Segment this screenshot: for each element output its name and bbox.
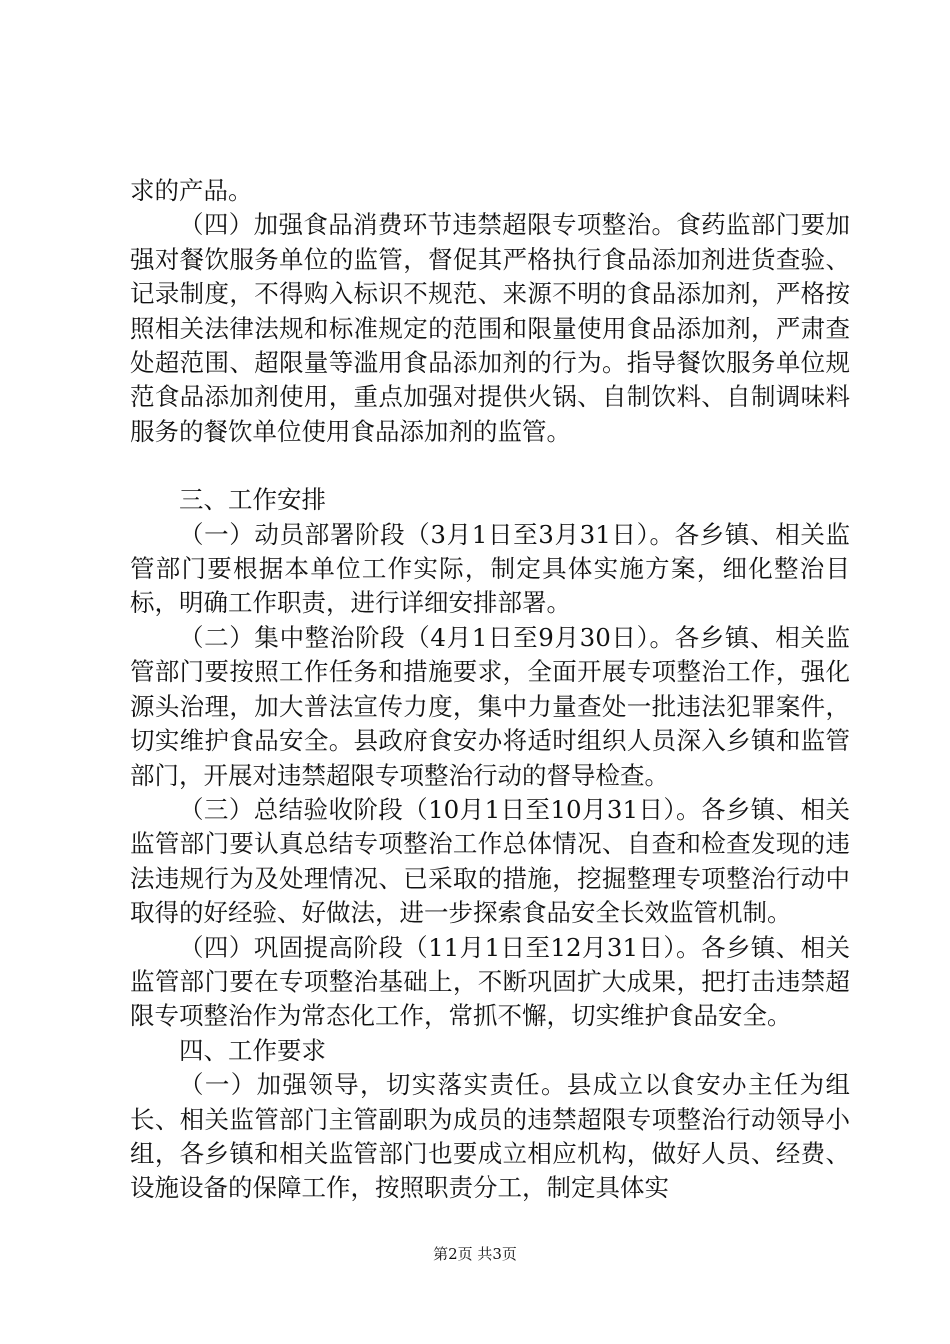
paragraph-stage-3: （三）总结验收阶段（10月1日至10月31日）。各乡镇、相关监管部门要认真总结专项整治工作总体情况、自查和检查发现的违法违规行为及处理情况、已采取的措施，挖掘整理专项整治行动中取得的好经验、好做法，进一步探索食品安全长效监管机制。 [130, 794, 850, 928]
paragraph-stage-4: （四）巩固提高阶段（11月1日至12月31日）。各乡镇、相关监管部门要在专项整治基础上，不断巩固扩大成果，把打击违禁超限专项整治作为常态化工作，常抓不懈，切实维护食品安全。 [130, 932, 850, 1031]
paragraph-section-4: （四）加强食品消费环节违禁超限专项整治。食药监部门要加强对餐饮服务单位的监管，督促其严格执行食品添加剂进货查验、记录制度，不得购入标识不规范、来源不明的食品添加剂，严格按照相关法律法规和标准规定的范围和限量使用食品添加剂，严肃查处超范围、超限量等滥用食品添加剂的行为。指导餐饮服务单位规范食品添加剂使用，重点加强对提供火锅、自制饮料、自制调味料服务的餐饮单位使用食品添加剂的监管。 [130, 210, 850, 446]
page-number-footer: 第2页 共3页 [433, 1245, 517, 1263]
heading-work-arrangement: 三、工作安排 [179, 485, 326, 515]
document-body [130, 174, 850, 1206]
paragraph-stage-1: （一）动员部署阶段（3月1日至3月31日）。各乡镇、相关监管部门要根据本单位工作实际，制定具体实施方案，细化整治目标，明确工作职责，进行详细安排部署。 [130, 519, 850, 618]
paragraph-stage-2: （二）集中整治阶段（4月1日至9月30日）。各乡镇、相关监管部门要按照工作任务和措施要求，全面开展专项整治工作，强化源头治理，加大普法宣传力度，集中力量查处一批违法犯罪案件，切实维护食品安全。县政府食安办将适时组织人员深入乡镇和监管部门，开展对违禁超限专项整治行动的督导检查。 [130, 622, 850, 790]
paragraph-requirement-1: （一）加强领导，切实落实责任。县成立以食安办主任为组长、相关监管部门主管副职为成员的违禁超限专项整治行动领导小组，各乡镇和相关监管部门也要成立相应机构，做好人员、经费、设施设备的保障工作，按照职责分工，制定具体实 [130, 1070, 850, 1203]
paragraph-continuation: 求的产品。 [130, 176, 253, 205]
paragraph-gap [130, 449, 850, 483]
heading-work-requirements: 四、工作要求 [179, 1035, 326, 1065]
